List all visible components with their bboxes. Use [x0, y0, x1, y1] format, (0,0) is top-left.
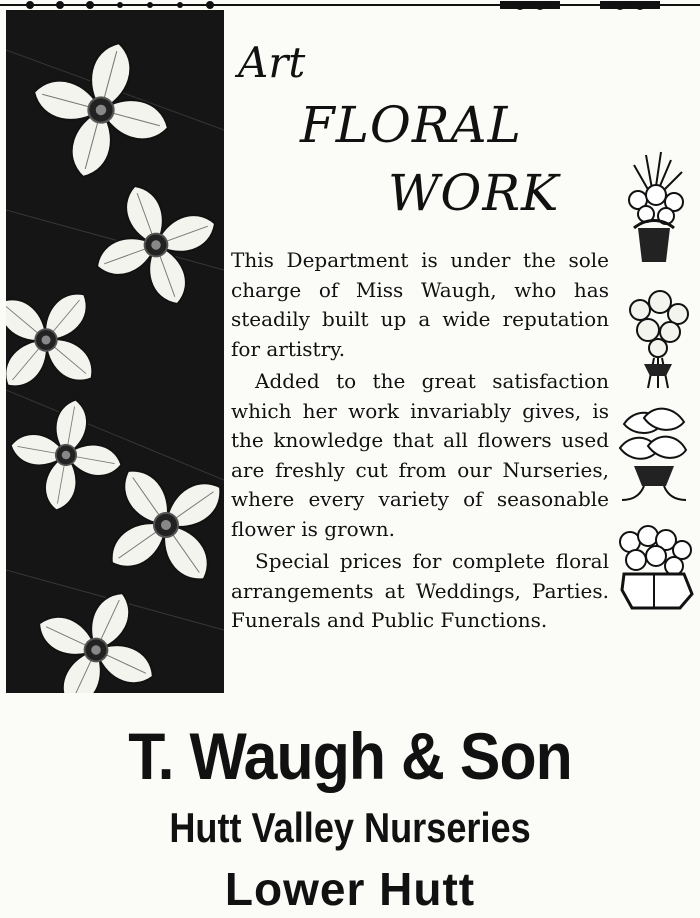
- company-name: T. Waugh & Son: [128, 719, 572, 793]
- advert-body: [231, 246, 609, 636]
- dogwood-flowers-illustration: [6, 10, 224, 693]
- flower-spray-icon: [614, 404, 694, 508]
- body-paragraph-3: Special prices for complete floral arrangements at Weddings, Parties. Funerals and Public Functions.: [231, 549, 609, 632]
- flower-box-icon: [614, 524, 696, 618]
- floral-basket-icon: [616, 150, 692, 274]
- body-paragraph-1: This Department is under the sole charge of Miss Waugh, who has steadily built up a wide reputation for artistry.: [231, 248, 609, 361]
- flower-bouquet-icon: [620, 288, 692, 396]
- body-paragraph-2: Added to the great satisfaction which her work invariably gives, is the knowledge that all flowers used are freshly cut from our Nurseries, where every variety of seasonable flower is grown.: [231, 369, 609, 541]
- heading-art: Art: [238, 38, 306, 87]
- heading-floral: FLORAL: [300, 96, 522, 154]
- heading-work: WORK: [388, 164, 560, 222]
- location: Lower Hutt: [224, 863, 476, 915]
- business-name: Hutt Valley Nurseries: [169, 804, 531, 851]
